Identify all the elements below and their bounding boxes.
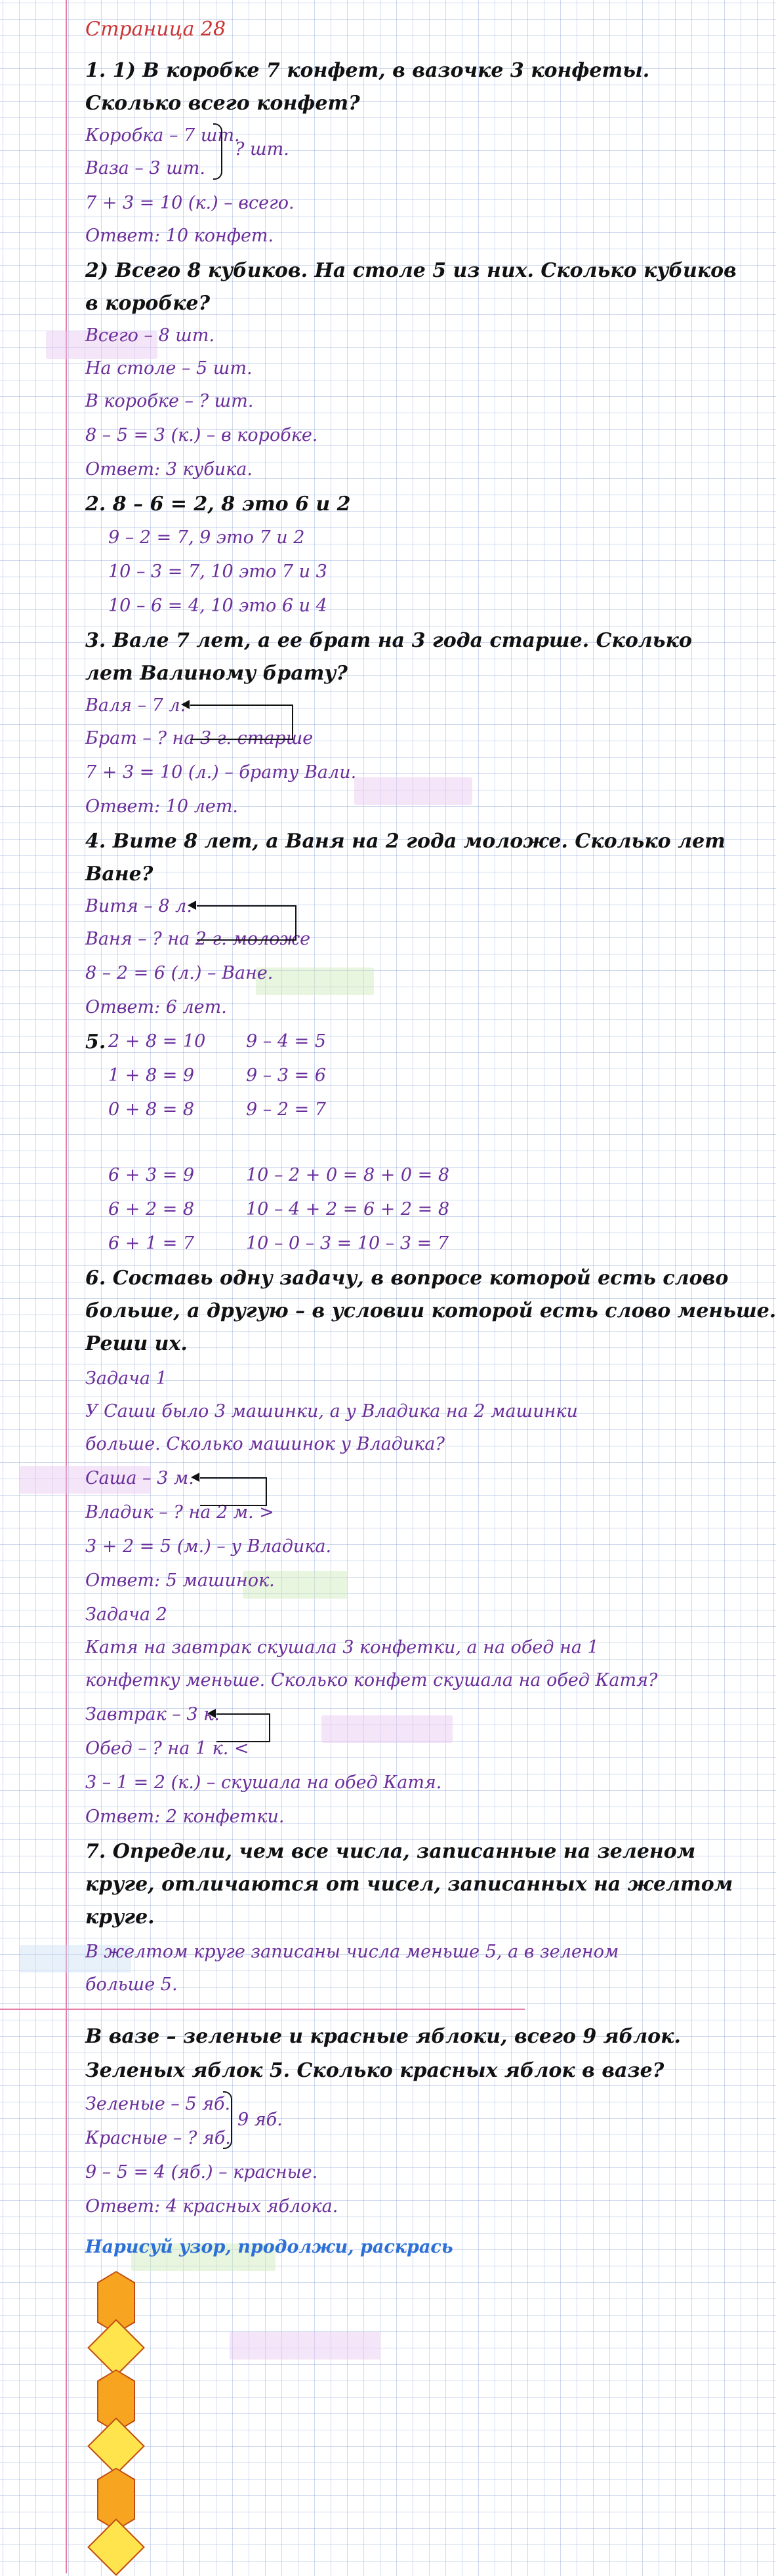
task5-expr: 9 – 2 = 7 [246, 1099, 326, 1120]
task5-expr: 1 + 8 = 9 [108, 1065, 195, 1086]
comparison-bracket [190, 705, 293, 740]
page-title: Страница 28 [85, 18, 226, 41]
pattern-diamond [87, 2417, 145, 2475]
task5-label: 5. [85, 1031, 106, 1053]
task1-short2-line: На столе – 5 шт. [85, 358, 253, 378]
task5-expr: 10 – 0 – 3 = 10 – 3 = 7 [246, 1233, 449, 1254]
task5-expr: 6 + 1 = 7 [108, 1233, 195, 1254]
task6-z1-title: Задача 1 [85, 1368, 167, 1389]
watermark [321, 1715, 453, 1743]
task1-answer: Ответ: 10 конфет. [85, 226, 274, 246]
task2-line: 10 – 3 = 7, 10 это 7 и 3 [108, 562, 327, 582]
task3-answer: Ответ: 10 лет. [85, 796, 239, 817]
task4-answer: Ответ: 6 лет. [85, 997, 227, 1017]
task1-solution2: 8 – 5 = 3 (к.) – в коробке. [85, 425, 318, 445]
task6-z2-text: конфетку меньше. Сколько конфет скушала на обед Катя? [85, 1670, 658, 1690]
task1-short-total: ? шт. [235, 139, 289, 159]
pattern-title: Нарисуй узор, продолжи, раскрась [85, 2237, 453, 2257]
task5-expr: 10 – 4 + 2 = 6 + 2 = 8 [246, 1199, 450, 1219]
task1-problem2-line: 2) Всего 8 кубиков. На столе 5 из них. Сколько кубиков [85, 259, 737, 282]
task1-problem-line: 1. 1) В коробке 7 конфет, в вазочке 3 конфеты. [85, 59, 650, 82]
task6-problem-line: 6. Составь одну задачу, в вопросе которой есть слово [85, 1267, 729, 1290]
task2-line: 2. 8 – 6 = 2, 8 это 6 и 2 [85, 493, 351, 516]
notebook-margin-line [66, 0, 67, 2573]
task5-expr: 9 – 4 = 5 [246, 1031, 326, 1052]
task5-expr: 9 – 3 = 6 [246, 1065, 326, 1086]
task7-problem-line: круге, отличаются от чисел, записанных на желтом [85, 1873, 733, 1896]
task6-z1-short1: Саша – 3 м. [85, 1468, 194, 1488]
task4-short1: Витя – 8 л. [85, 896, 192, 916]
arrow-left-icon [181, 700, 190, 709]
task6-z1-short2: Владик – ? на 2 м. > [85, 1502, 274, 1523]
task6-z2-answer: Ответ: 2 конфетки. [85, 1807, 285, 1827]
task7-answer-line: больше 5. [85, 1974, 178, 1995]
task8-short-line: Зеленые – 5 яб. [85, 2094, 231, 2114]
task1-solution: 7 + 3 = 10 (к.) – всего. [85, 193, 295, 213]
pattern-diamond [87, 2319, 145, 2377]
task4-problem-line: 4. Вите 8 лет, а Ваня на 2 года моложе. Сколько лет [85, 830, 725, 853]
task1-answer2: Ответ: 3 кубика. [85, 459, 253, 480]
task3-solution: 7 + 3 = 10 (л.) – брату Вали. [85, 762, 357, 783]
comparison-bracket [200, 1477, 267, 1506]
task2-line: 9 – 2 = 7, 9 это 7 и 2 [108, 527, 305, 548]
task5-expr: 6 + 2 = 8 [108, 1199, 195, 1219]
arrow-left-icon [207, 1709, 216, 1718]
task6-z1-text: больше. Сколько машинок у Владика? [85, 1434, 445, 1454]
task6-z1-text: У Саши было 3 машинки, а у Владика на 2 машинки [85, 1401, 578, 1421]
task6-z2-short2: Обед – ? на 1 к. < [85, 1738, 249, 1759]
task8-solution: 9 – 5 = 4 (яб.) – красные. [85, 2162, 318, 2182]
arrow-left-icon [191, 1473, 199, 1482]
task8-problem-line: Зеленых яблок 5. Сколько красных яблок в вазе? [85, 2059, 664, 2082]
comparison-bracket [197, 905, 296, 941]
task6-problem-line: больше, а другую – в условии которой есть слово меньше. [85, 1299, 776, 1322]
task5-expr: 6 + 3 = 9 [108, 1165, 195, 1185]
task1-problem-line: Сколько всего конфет? [85, 92, 360, 115]
watermark [230, 2332, 380, 2360]
task7-problem-line: 7. Определи, чем все числа, записанные на зеленом [85, 1840, 696, 1863]
task1-short-line: Коробка – 7 шт. [85, 125, 240, 146]
task5-expr: 2 + 8 = 10 [108, 1031, 206, 1052]
task4-short2: Ваня – ? на 2 г. моложе [85, 929, 311, 949]
task6-z2-solution: 3 – 1 = 2 (к.) – скушала на обед Катя. [85, 1772, 442, 1793]
task8-answer: Ответ: 4 красных яблока. [85, 2196, 338, 2217]
task2-line: 10 – 6 = 4, 10 это 6 и 4 [108, 596, 327, 616]
pattern-diamond [87, 2518, 145, 2576]
watermark [354, 777, 472, 805]
task1-short-line: Ваза – 3 шт. [85, 158, 205, 178]
task3-short2: Брат – ? на 3 г. старше [85, 728, 314, 748]
task7-answer-line: В желтом круге записаны числа меньше 5, а в зеленом [85, 1942, 619, 1962]
task6-z1-solution: 3 + 2 = 5 (м.) – у Владика. [85, 1536, 332, 1557]
task5-expr: 0 + 8 = 8 [108, 1099, 195, 1120]
task8-problem-line: В вазе – зеленые и красные яблоки, всего 9 яблок. [85, 2025, 681, 2048]
task3-problem-line: 3. Вале 7 лет, а ее брат на 3 года старше. Сколько [85, 629, 692, 652]
arrow-left-icon [188, 901, 196, 910]
task1-short2-line: В коробке – ? шт. [85, 391, 254, 411]
section-divider [0, 2009, 525, 2010]
task6-z2-title: Задача 2 [85, 1605, 167, 1625]
task8-short-total: 9 яб. [237, 2110, 283, 2130]
comparison-bracket [216, 1713, 270, 1742]
task1-short2-line: Всего – 8 шт. [85, 325, 215, 346]
task4-problem-line: Ване? [85, 863, 153, 886]
watermark [256, 968, 374, 995]
pattern-drawing [79, 2264, 157, 2573]
task1-problem2-line: в коробке? [85, 292, 211, 315]
task8-short-line: Красные – ? яб. [85, 2128, 231, 2148]
task4-solution: 8 – 2 = 6 (л.) – Ване. [85, 963, 274, 983]
task6-z2-text: Катя на завтрак скушала 3 конфетки, а на обед на 1 [85, 1637, 599, 1658]
task6-z2-short1: Завтрак – 3 к. [85, 1704, 220, 1725]
curly-brace [223, 2091, 232, 2149]
task5-expr: 10 – 2 + 0 = 8 + 0 = 8 [246, 1165, 450, 1185]
task6-problem-line: Реши их. [85, 1332, 188, 1355]
task3-short1: Валя – 7 л. [85, 695, 186, 716]
curly-brace [213, 123, 222, 180]
task3-problem-line: лет Валиному брату? [85, 662, 348, 685]
task6-z1-answer: Ответ: 5 машинок. [85, 1570, 275, 1591]
task7-problem-line: круге. [85, 1906, 155, 1929]
